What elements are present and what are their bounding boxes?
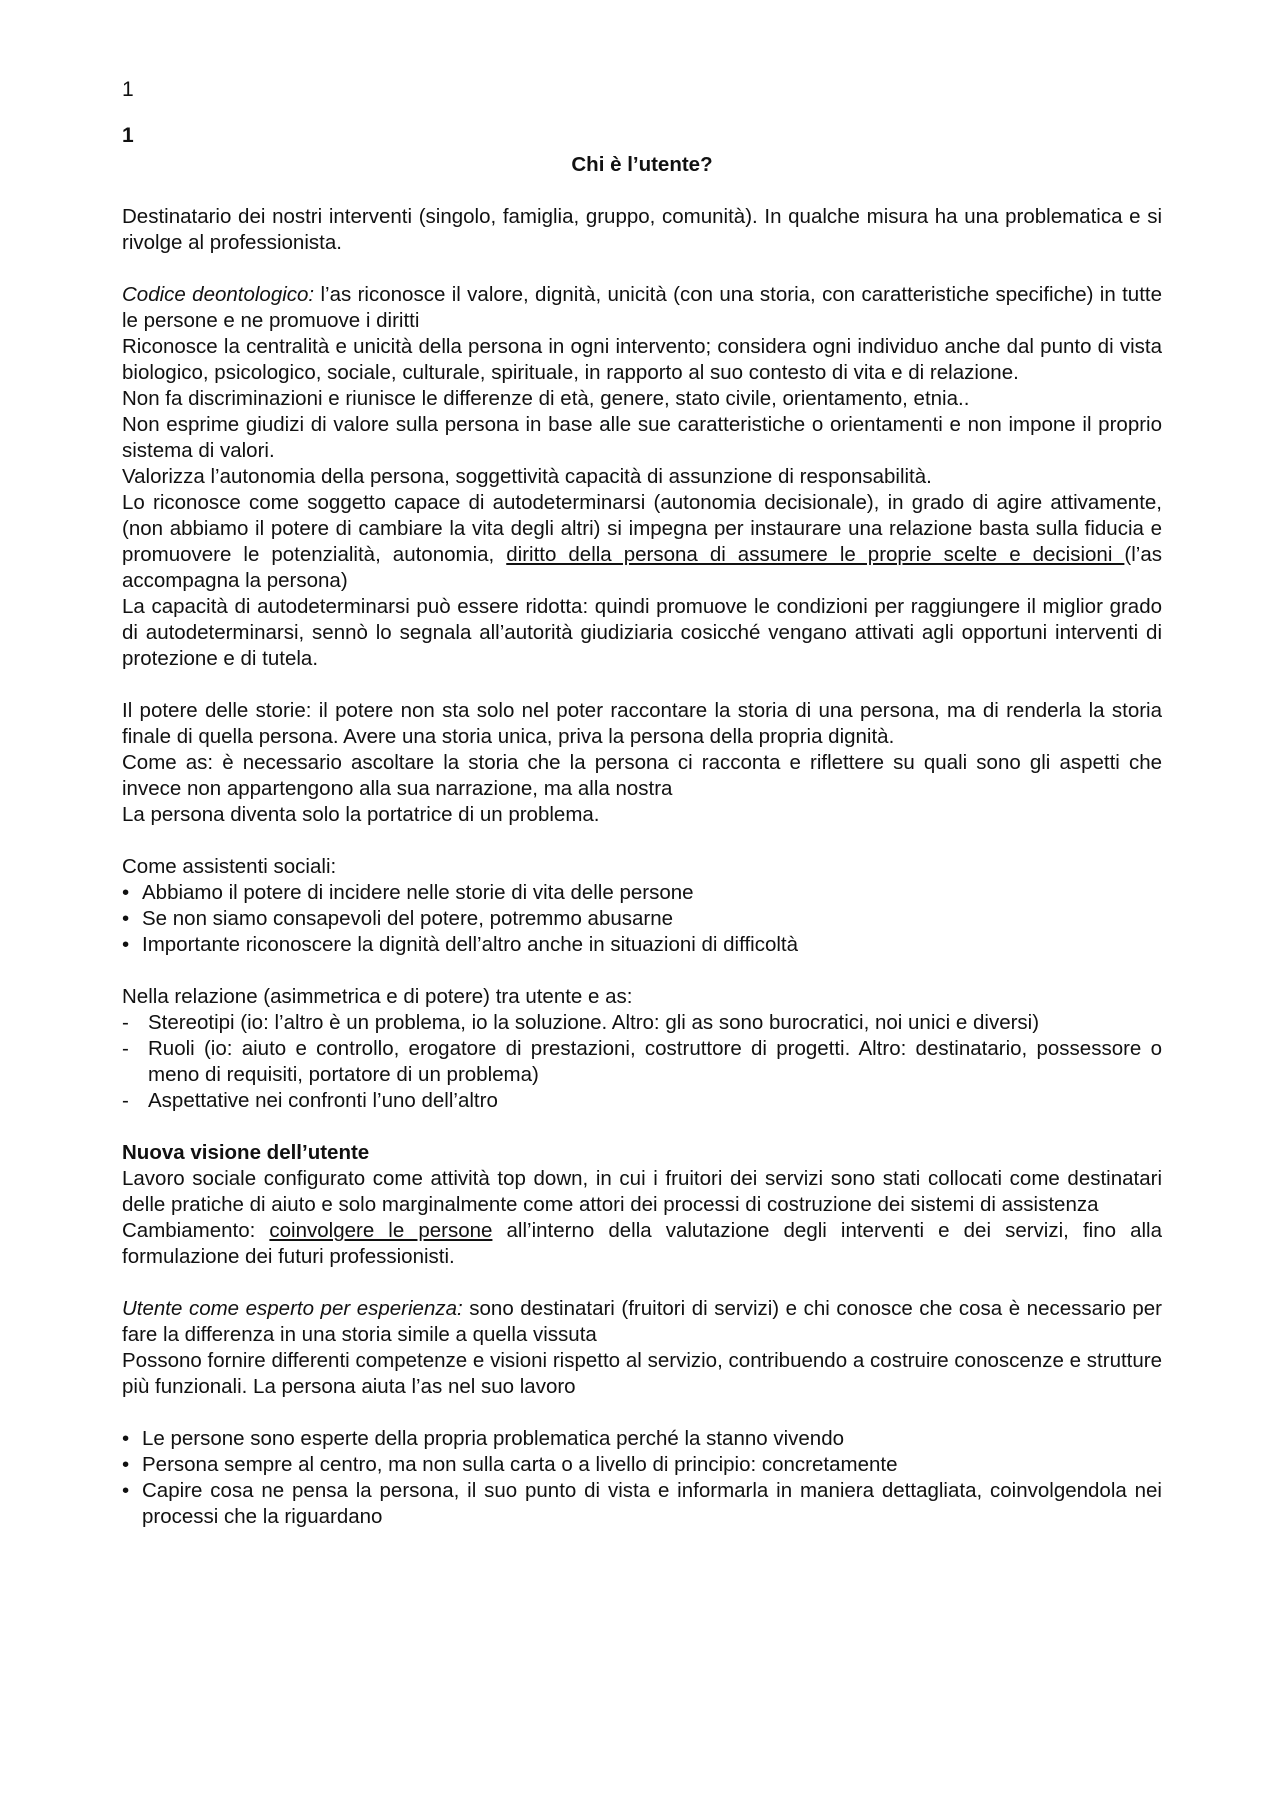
- list-item-text: Le persone sono esperte della propria problematica perché la stanno vivendo: [142, 1427, 845, 1450]
- list-item: [122, 880, 1162, 906]
- bullet-icon: •: [122, 1453, 130, 1476]
- nuova-paragraph-2: [122, 1218, 1162, 1270]
- bullet-icon: •: [122, 881, 130, 904]
- list-item: [122, 1010, 1162, 1036]
- list-item-text: Importante riconoscere la dignità dell’altro anche in situazioni di difficoltà: [142, 933, 798, 956]
- list-item: [122, 932, 1162, 958]
- page-number-second: 1: [122, 124, 134, 147]
- dash-icon: -: [122, 1037, 129, 1060]
- page-title: Chi è l’utente?: [571, 153, 713, 176]
- codice-paragraph-6: [122, 490, 1162, 594]
- codice-label: Codice deontologico:: [122, 283, 315, 306]
- codice-text-6a: Lo riconosce come soggetto capace di autodeterminarsi (autonomia decisionale), in grado di agire attivamente, (non abbiamo il potere di cambiare la vita degli altri) si impegna per instaurare una relazione basta sulla fiducia e promuovere le potenzialità, autonomia,: [122, 491, 1162, 566]
- list-item-text: Aspettative nei confronti l’uno dell’altro: [148, 1089, 498, 1112]
- codice-paragraph-3: Non fa discriminazioni e riunisce le differenze di età, genere, stato civile, orientamento, etnia..: [122, 387, 970, 410]
- esperto-label: Utente come esperto per esperienza:: [122, 1297, 463, 1320]
- codice-text-1: l’as riconosce il valore, dignità, unicità (con una storia, con caratteristiche specifiche) in tutte le persone e ne promuove i diritti: [122, 283, 1163, 332]
- relazione-heading: Nella relazione (asimmetrica e di potere) tra utente e as:: [122, 985, 633, 1008]
- storie-paragraph-1: Il potere delle storie: il potere non sta solo nel poter raccontare la storia di una persona, ma di renderla la storia finale di quella persona. Avere una storia unica, priva la persona della propria dignità.: [122, 699, 1162, 748]
- nuova-text-2a: Cambiamento:: [122, 1219, 270, 1242]
- codice-paragraph-4: Non esprime giudizi di valore sulla persona in base alle sue caratteristiche o orientamenti e non impone il proprio sistema di valori.: [122, 413, 1162, 462]
- esperto-text-1: sono destinatari (fruitori di servizi) e chi conosce che cosa è necessario per fare la differenza in una storia simile a quella vissuta: [122, 1297, 1162, 1346]
- bullet-icon: •: [122, 1479, 130, 1502]
- list-item-text: Ruoli (io: aiuto e controllo, erogatore di prestazioni, costruttore di progetti. Altro: destinatario, possessore o meno di requisiti, portatore di un problema): [148, 1037, 1162, 1086]
- nuova-paragraph-1: Lavoro sociale configurato come attività top down, in cui i fruitori dei servizi sono stati collocati come destinatari delle pratiche di aiuto e solo marginalmente come attori dei processi di costruzione dei sistemi di assistenza: [122, 1167, 1162, 1216]
- assistenti-list: [122, 880, 1162, 958]
- list-item: [122, 906, 1162, 932]
- list-item-text: Stereotipi (io: l’altro è un problema, io la soluzione. Altro: gli as sono burocratici, noi unici e diversi): [148, 1011, 1040, 1034]
- bullet-icon: •: [122, 1427, 130, 1450]
- list-item: [122, 1426, 1162, 1452]
- codice-underlined-text: diritto della persona di assumere le proprie scelte e decisioni: [506, 543, 1125, 566]
- list-item-text: Abbiamo il potere di incidere nelle storie di vita delle persone: [142, 881, 694, 904]
- nuova-text-2b: all’interno della valutazione degli interventi e dei servizi, fino alla formulazione dei futuri professionisti.: [122, 1219, 1162, 1268]
- assistenti-heading: Come assistenti sociali:: [122, 855, 337, 878]
- list-item-text: Capire cosa ne pensa la persona, il suo punto di vista e informarla in maniera dettagliata, coinvolgendola nei processi che la riguardano: [142, 1479, 1162, 1528]
- list-item: [122, 1036, 1162, 1088]
- esperto-paragraph-2: Possono fornire differenti competenze e visioni rispetto al servizio, contribuendo a costruire conoscenze e strutture più funzionali. La persona aiuta l’as nel suo lavoro: [122, 1349, 1162, 1398]
- codice-paragraph-7: La capacità di autodeterminarsi può essere ridotta: quindi promuove le condizioni per raggiungere il miglior grado di autodeterminarsi, sennò lo segnala all’autorità giudiziaria cosicché vengano attivati agli opportuni interventi di protezione e di tutela.: [122, 595, 1162, 670]
- esperto-paragraph-1: [122, 1296, 1162, 1348]
- codice-paragraph-1: [122, 282, 1162, 334]
- nuova-visione-heading: Nuova visione dell’utente: [122, 1141, 370, 1164]
- esperto-list: [122, 1426, 1162, 1530]
- list-item-text: Se non siamo consapevoli del potere, potremmo abusarne: [142, 907, 674, 930]
- storie-paragraph-2: Come as: è necessario ascoltare la storia che la persona ci racconta e riflettere su quali sono gli aspetti che invece non appartengono alla sua narrazione, ma alla nostra: [122, 751, 1162, 800]
- list-item-text: Persona sempre al centro, ma non sulla carta o a livello di principio: concretamente: [142, 1453, 898, 1476]
- list-item: [122, 1452, 1162, 1478]
- document-body: [122, 152, 1162, 1530]
- list-item: [122, 1088, 1162, 1114]
- dash-icon: -: [122, 1089, 129, 1112]
- storie-paragraph-3: La persona diventa solo la portatrice di un problema.: [122, 803, 600, 826]
- relazione-list: [122, 1010, 1162, 1114]
- page-number-top: 1: [122, 78, 134, 101]
- codice-text-6b: (l’as accompagna la persona): [122, 543, 1162, 592]
- bullet-icon: •: [122, 907, 130, 930]
- bullet-icon: •: [122, 933, 130, 956]
- dash-icon: -: [122, 1011, 129, 1034]
- codice-paragraph-2: Riconosce la centralità e unicità della persona in ogni intervento; considera ogni individuo anche dal punto di vista biologico, psicologico, sociale, culturale, spirituale, in rapporto al suo contesto di vita e di relazione.: [122, 335, 1162, 384]
- intro-paragraph: Destinatario dei nostri interventi (singolo, famiglia, gruppo, comunità). In qualche misura ha una problematica e si rivolge al professionista.: [122, 205, 1162, 254]
- list-item: [122, 1478, 1162, 1530]
- nuova-underlined-text: coinvolgere le persone: [269, 1219, 493, 1242]
- codice-paragraph-5: Valorizza l’autonomia della persona, soggettività capacità di assunzione di responsabilità.: [122, 465, 932, 488]
